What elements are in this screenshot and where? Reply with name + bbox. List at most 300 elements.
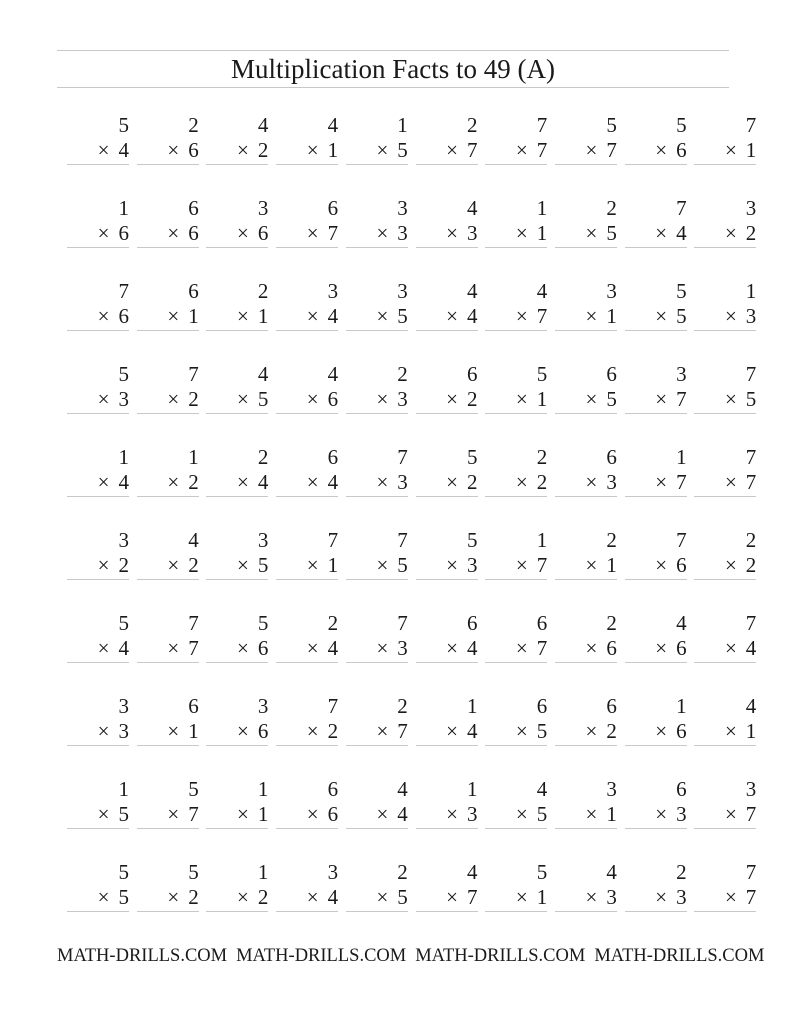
multiplication-problem (346, 195, 408, 251)
multiplicand: 1 (257, 860, 269, 884)
multiplicand: 2 (536, 445, 548, 469)
multiplier: 1 (745, 719, 757, 743)
answer-line (137, 413, 199, 414)
multiplier: 1 (536, 221, 548, 245)
multiplication-problem (137, 195, 199, 251)
multiplicand: 4 (257, 113, 269, 137)
times-sign: × (306, 304, 319, 328)
answer-line (137, 662, 199, 663)
multiplicand: 2 (606, 196, 617, 220)
multiplication-problem (67, 361, 129, 417)
multiplicand: 6 (467, 362, 478, 386)
multiplier: 2 (188, 885, 199, 909)
answer-line (416, 330, 478, 331)
multiplier-line (167, 884, 198, 910)
multiplication-problem (694, 527, 756, 583)
multiplier-line (167, 303, 198, 329)
times-sign: × (585, 553, 598, 577)
multiplicand: 7 (745, 445, 757, 469)
multiplication-problem (206, 278, 268, 334)
multiplier-line (376, 469, 407, 495)
times-sign: × (376, 553, 389, 577)
multiplicand: 7 (745, 113, 757, 137)
times-sign: × (97, 470, 110, 494)
multiplier: 3 (397, 387, 408, 411)
answer-line (416, 247, 478, 248)
multiplier: 5 (257, 553, 269, 577)
multiplier: 6 (188, 138, 199, 162)
multiplier-line (98, 303, 129, 329)
multiplicand: 7 (676, 528, 687, 552)
multiplier-line (516, 801, 547, 827)
multiplier-line (446, 386, 477, 412)
multiplication-problem (276, 278, 338, 334)
multiplier-line (307, 220, 338, 246)
answer-line (206, 828, 268, 829)
multiplier-line (516, 386, 547, 412)
multiplicand: 6 (327, 445, 339, 469)
multiplicand: 3 (397, 279, 408, 303)
answer-line (346, 164, 408, 165)
multiplier-line (167, 386, 198, 412)
multiplicand: 4 (327, 362, 339, 386)
times-sign: × (237, 470, 249, 494)
answer-line (416, 579, 478, 580)
multiplier-line (446, 220, 477, 246)
multiplier-line (307, 137, 338, 163)
multiplier: 1 (188, 304, 199, 328)
answer-line (625, 496, 687, 497)
multiplier-line (516, 137, 547, 163)
times-sign: × (655, 802, 668, 826)
multiplier-line (98, 552, 129, 578)
times-sign: × (724, 802, 737, 826)
multiplicand: 7 (397, 528, 408, 552)
multiplicand: 6 (188, 196, 199, 220)
multiplier-line (516, 303, 547, 329)
answer-line (206, 662, 268, 663)
multiplier-line (725, 469, 756, 495)
times-sign: × (167, 470, 180, 494)
multiplicand: 6 (467, 611, 478, 635)
answer-line (485, 330, 547, 331)
multiplier: 5 (397, 304, 408, 328)
answer-line (555, 247, 617, 248)
times-sign: × (237, 885, 249, 909)
answer-line (206, 579, 268, 580)
multiplier-line (376, 220, 407, 246)
multiplicand: 6 (676, 777, 687, 801)
multiplier: 5 (536, 719, 548, 743)
multiplier-line (725, 386, 756, 412)
multiplicand: 5 (118, 611, 129, 635)
multiplication-problem (276, 610, 338, 666)
multiplier: 7 (745, 802, 757, 826)
multiplier-line (516, 718, 547, 744)
multiplier-line (167, 635, 198, 661)
multiplication-problem (276, 361, 338, 417)
multiplier: 1 (327, 553, 339, 577)
multiplication-problem (276, 859, 338, 915)
multiplication-problem (416, 444, 478, 500)
multiplication-problem (346, 361, 408, 417)
multiplier: 2 (467, 387, 478, 411)
multiplication-problem (67, 859, 129, 915)
multiplicand: 4 (327, 113, 339, 137)
multiplier-line (376, 718, 407, 744)
multiplier-line (586, 718, 617, 744)
answer-line (625, 828, 687, 829)
multiplier: 4 (467, 636, 478, 660)
multiplicand: 3 (118, 528, 129, 552)
multiplier-line (98, 884, 129, 910)
multiplier-line (307, 469, 338, 495)
multiplication-problem (625, 444, 687, 500)
multiplicand: 1 (745, 279, 757, 303)
answer-line (67, 828, 129, 829)
multiplier-line (167, 801, 198, 827)
multiplicand: 2 (606, 611, 617, 635)
problem-row (57, 859, 757, 915)
multiplication-problem (206, 693, 268, 749)
multiplication-problem (206, 195, 268, 251)
multiplier-line (586, 303, 617, 329)
multiplicand: 3 (745, 777, 757, 801)
multiplication-problem (625, 693, 687, 749)
times-sign: × (97, 885, 110, 909)
multiplication-problem (206, 776, 268, 832)
multiplier: 6 (676, 553, 687, 577)
multiplier: 1 (745, 138, 757, 162)
multiplier-line (307, 635, 338, 661)
multiplier-line (655, 303, 686, 329)
multiplier: 1 (188, 719, 199, 743)
answer-line (276, 164, 338, 165)
multiplier-line (237, 801, 268, 827)
multiplier-line (167, 137, 198, 163)
times-sign: × (306, 138, 319, 162)
multiplier: 4 (118, 636, 129, 660)
multiplier: 7 (397, 719, 408, 743)
multiplier: 6 (257, 719, 269, 743)
multiplicand: 6 (188, 279, 199, 303)
multiplier: 7 (467, 138, 478, 162)
multiplication-problem (555, 278, 617, 334)
times-sign: × (237, 802, 249, 826)
multiplication-problem (555, 693, 617, 749)
answer-line (694, 330, 756, 331)
multiplicand: 4 (467, 196, 478, 220)
multiplier: 1 (327, 138, 339, 162)
multiplier: 7 (188, 636, 199, 660)
multiplication-problem (485, 527, 547, 583)
multiplication-problem (555, 776, 617, 832)
footer-brand-text: MATH-DRILLS.COM (57, 946, 228, 966)
multiplier-line (307, 801, 338, 827)
multiplicand: 7 (536, 113, 548, 137)
multiplicand: 2 (397, 362, 408, 386)
times-sign: × (655, 553, 668, 577)
multiplier-line (586, 801, 617, 827)
times-sign: × (306, 802, 319, 826)
multiplicand: 4 (745, 694, 757, 718)
multiplication-problem (276, 195, 338, 251)
multiplier-line (725, 635, 756, 661)
answer-line (416, 662, 478, 663)
multiplier-line (237, 718, 268, 744)
answer-line (694, 828, 756, 829)
title-top-rule (57, 50, 729, 51)
multiplier: 5 (536, 802, 548, 826)
multiplicand: 3 (745, 196, 757, 220)
answer-line (137, 247, 199, 248)
multiplier: 2 (467, 470, 478, 494)
multiplication-problem (346, 610, 408, 666)
answer-line (694, 911, 756, 912)
answer-line (416, 413, 478, 414)
times-sign: × (655, 304, 668, 328)
times-sign: × (585, 387, 598, 411)
multiplier: 1 (257, 304, 269, 328)
times-sign: × (167, 304, 180, 328)
multiplier-line (516, 884, 547, 910)
multiplier-line (98, 801, 129, 827)
multiplicand: 3 (257, 694, 269, 718)
multiplier-line (98, 469, 129, 495)
multiplicand: 1 (467, 777, 478, 801)
times-sign: × (585, 304, 598, 328)
times-sign: × (167, 221, 180, 245)
multiplication-problem (416, 859, 478, 915)
answer-line (276, 579, 338, 580)
answer-line (346, 828, 408, 829)
multiplier: 1 (536, 387, 548, 411)
title-bottom-rule (57, 87, 729, 88)
multiplier: 2 (118, 553, 129, 577)
times-sign: × (585, 636, 598, 660)
multiplier: 6 (327, 387, 339, 411)
multiplication-problem (694, 195, 756, 251)
multiplier: 5 (397, 885, 408, 909)
multiplier: 2 (188, 553, 199, 577)
multiplier: 5 (118, 802, 129, 826)
multiplicand: 7 (327, 528, 339, 552)
answer-line (694, 247, 756, 248)
answer-line (485, 579, 547, 580)
multiplier-line (586, 220, 617, 246)
multiplication-problem (276, 527, 338, 583)
times-sign: × (167, 138, 180, 162)
worksheet-title: Multiplication Facts to 49 (A) (231, 54, 555, 84)
multiplication-problem (67, 112, 129, 168)
times-sign: × (585, 138, 598, 162)
multiplier-line (446, 884, 477, 910)
multiplicand: 5 (118, 362, 129, 386)
times-sign: × (515, 885, 528, 909)
multiplicand: 7 (745, 860, 757, 884)
multiplicand: 2 (327, 611, 339, 635)
answer-line (346, 745, 408, 746)
answer-line (67, 662, 129, 663)
answer-line (137, 828, 199, 829)
multiplier-line (307, 552, 338, 578)
multiplication-problem (137, 610, 199, 666)
times-sign: × (306, 553, 319, 577)
times-sign: × (724, 636, 737, 660)
multiplication-problem (416, 776, 478, 832)
multiplicand: 5 (257, 611, 269, 635)
multiplication-problem (485, 776, 547, 832)
multiplication-problem (276, 112, 338, 168)
answer-line (276, 330, 338, 331)
times-sign: × (167, 636, 180, 660)
answer-line (346, 911, 408, 912)
footer-brand-text: MATH-DRILLS.COM (415, 946, 586, 966)
times-sign: × (306, 387, 319, 411)
multiplier: 5 (397, 138, 408, 162)
multiplication-problem (137, 278, 199, 334)
problem-row (57, 693, 757, 749)
answer-line (67, 745, 129, 746)
times-sign: × (585, 221, 598, 245)
multiplier: 1 (606, 304, 617, 328)
multiplication-problem (485, 610, 547, 666)
multiplicand: 5 (676, 279, 687, 303)
multiplier: 7 (327, 221, 339, 245)
multiplier: 4 (327, 304, 339, 328)
multiplicand: 7 (188, 611, 199, 635)
multiplicand: 4 (606, 860, 617, 884)
multiplication-problem (67, 195, 129, 251)
multiplier: 3 (467, 802, 478, 826)
multiplier: 2 (188, 470, 199, 494)
multiplication-problem (625, 527, 687, 583)
multiplicand: 4 (397, 777, 408, 801)
multiplier-line (98, 137, 129, 163)
multiplication-problem (206, 527, 268, 583)
multiplication-problem (346, 444, 408, 500)
multiplicand: 7 (118, 279, 129, 303)
multiplier: 7 (536, 304, 548, 328)
multiplicand: 3 (606, 279, 617, 303)
multiplier: 6 (606, 636, 617, 660)
multiplicand: 7 (188, 362, 199, 386)
multiplier-line (307, 718, 338, 744)
times-sign: × (446, 221, 458, 245)
footer-brand-text: MATH-DRILLS.COM (594, 946, 765, 966)
multiplicand: 7 (397, 611, 408, 635)
multiplier-line (167, 718, 198, 744)
multiplication-problem (485, 112, 547, 168)
multiplication-problem (485, 693, 547, 749)
times-sign: × (724, 553, 737, 577)
problem-row (57, 195, 757, 251)
multiplicand: 6 (606, 362, 617, 386)
multiplicand: 4 (536, 279, 548, 303)
multiplier: 1 (606, 553, 617, 577)
answer-line (67, 330, 129, 331)
times-sign: × (585, 885, 598, 909)
multiplicand: 1 (118, 445, 129, 469)
multiplier-line (167, 552, 198, 578)
multiplicand: 6 (606, 445, 617, 469)
answer-line (485, 164, 547, 165)
multiplier-line (376, 801, 407, 827)
times-sign: × (446, 387, 458, 411)
answer-line (555, 828, 617, 829)
multiplier: 4 (118, 470, 129, 494)
multiplier-line (725, 303, 756, 329)
answer-line (694, 662, 756, 663)
multiplicand: 4 (467, 279, 478, 303)
multiplier-line (237, 635, 268, 661)
multiplication-problem (416, 278, 478, 334)
times-sign: × (655, 138, 668, 162)
multiplicand: 3 (676, 362, 687, 386)
multiplier: 3 (467, 221, 478, 245)
multiplier-line (237, 137, 268, 163)
multiplier-line (237, 469, 268, 495)
answer-line (137, 496, 199, 497)
times-sign: × (97, 304, 110, 328)
multiplication-problem (137, 444, 199, 500)
times-sign: × (655, 885, 668, 909)
times-sign: × (306, 885, 319, 909)
multiplier: 3 (397, 636, 408, 660)
times-sign: × (237, 719, 249, 743)
multiplicand: 1 (467, 694, 478, 718)
answer-line (555, 330, 617, 331)
multiplicand: 5 (118, 860, 129, 884)
multiplication-problem (276, 776, 338, 832)
multiplier-line (167, 220, 198, 246)
times-sign: × (446, 885, 458, 909)
problem-row (57, 610, 757, 666)
multiplication-problem (694, 361, 756, 417)
multiplier: 5 (606, 387, 617, 411)
answer-line (67, 496, 129, 497)
multiplication-problem (416, 361, 478, 417)
multiplicand: 4 (467, 860, 478, 884)
times-sign: × (585, 802, 598, 826)
multiplier: 4 (118, 138, 129, 162)
answer-line (555, 911, 617, 912)
answer-line (276, 828, 338, 829)
multiplier: 4 (676, 221, 687, 245)
multiplier-line (586, 884, 617, 910)
answer-line (625, 911, 687, 912)
multiplier: 3 (118, 387, 129, 411)
multiplication-problem (67, 278, 129, 334)
multiplier-line (725, 884, 756, 910)
multiplication-problem (416, 693, 478, 749)
times-sign: × (724, 719, 737, 743)
multiplier: 5 (257, 387, 269, 411)
multiplicand: 4 (536, 777, 548, 801)
multiplier: 5 (118, 885, 129, 909)
multiplicand: 1 (536, 196, 548, 220)
times-sign: × (515, 553, 528, 577)
multiplier: 2 (257, 885, 269, 909)
answer-line (625, 745, 687, 746)
multiplication-problem (346, 776, 408, 832)
multiplicand: 2 (257, 279, 269, 303)
times-sign: × (306, 719, 319, 743)
times-sign: × (515, 221, 528, 245)
multiplicand: 2 (397, 860, 408, 884)
multiplicand: 6 (327, 196, 339, 220)
times-sign: × (306, 470, 319, 494)
